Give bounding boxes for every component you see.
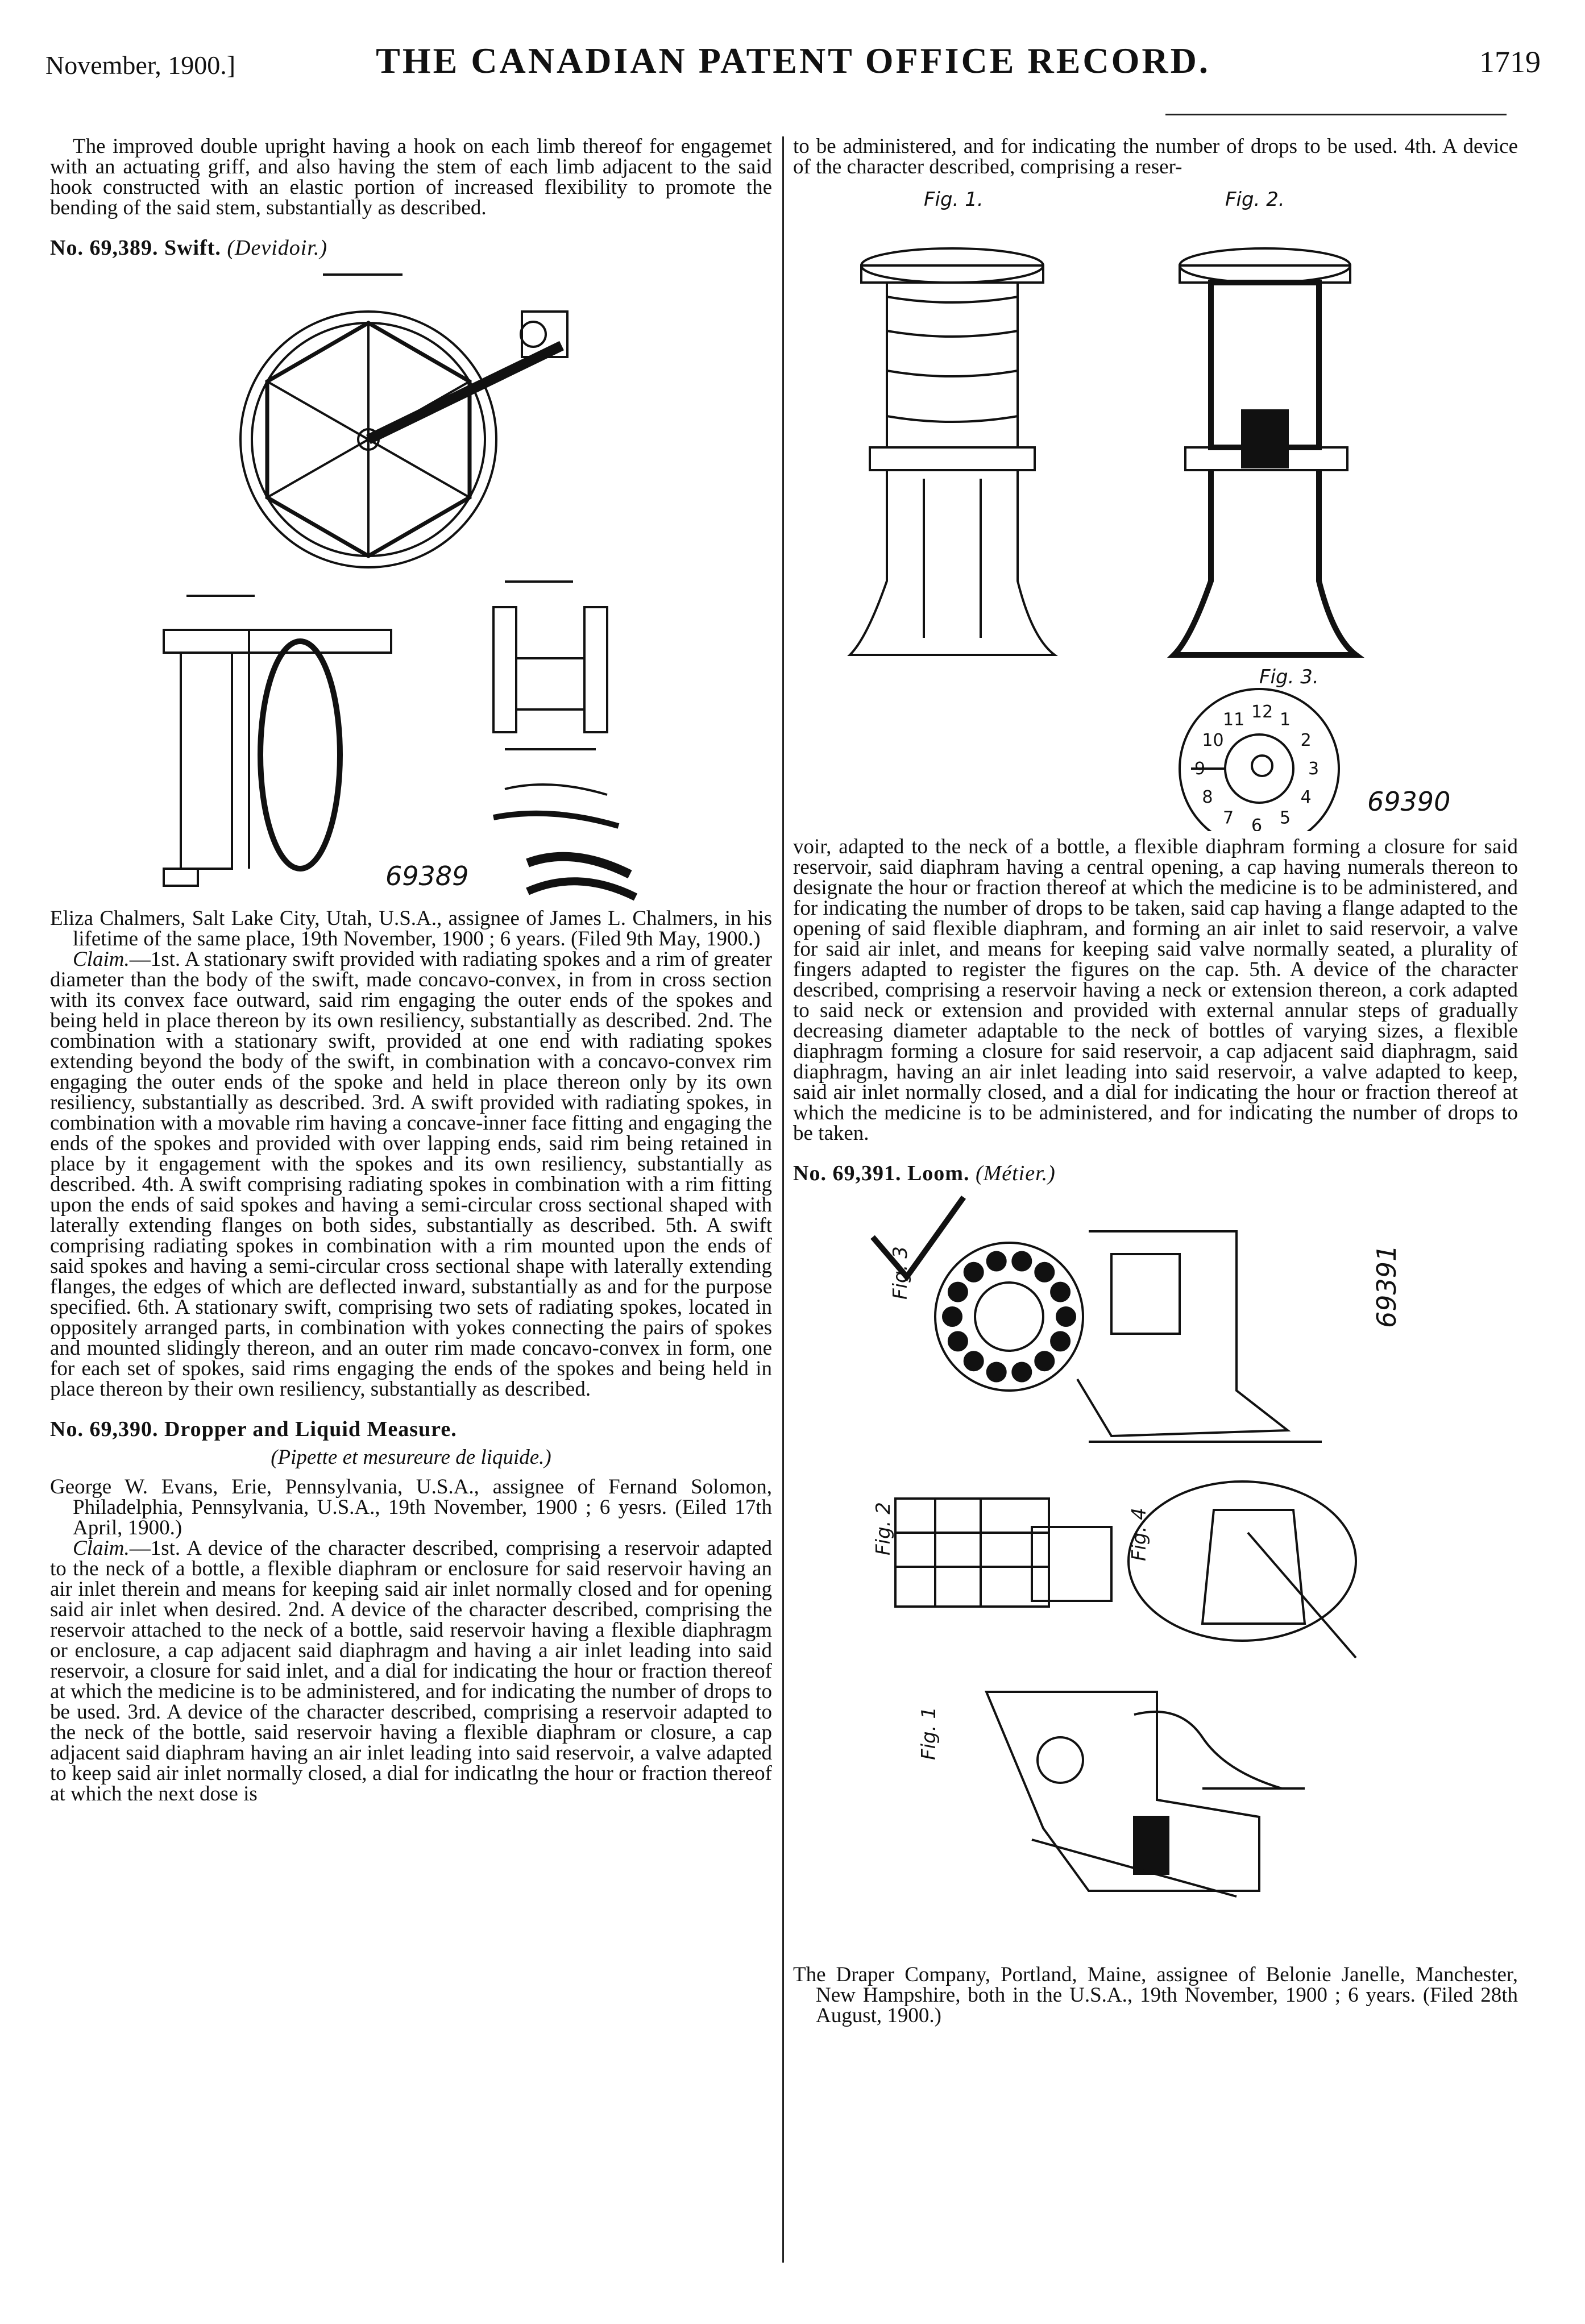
dial-number: 9 xyxy=(1194,759,1206,779)
figure-number: 69391 xyxy=(1371,1244,1402,1328)
entry-name: Dropper and Liquid Measure. xyxy=(164,1417,457,1441)
fig-label: Fig. 2 xyxy=(872,1502,895,1555)
chain-roll xyxy=(1013,1363,1031,1381)
dial-number: 11 xyxy=(1223,709,1245,730)
figure-number: 69389 xyxy=(385,861,469,891)
chain-roll xyxy=(1057,1308,1075,1326)
figure-number: 69390 xyxy=(1367,786,1451,817)
loom-pattern-chain xyxy=(943,1252,1075,1381)
column-divider xyxy=(782,136,784,2263)
intro-paragraph: The improved double upright having a hook on each limb thereof for engagemet with an actuating griff, and also having the stem of each limb adjacent to the said hook constructed with an elastic portion of increased flexibility to promote the bending of the said stem, substantially as described. xyxy=(50,135,772,219)
continued-claim: voir, adapted to the neck of a bottle, a flexible diaphram forming a closure for said reservoir, said diaphram having a central opening, a cap having numerals thereon to designate the hour or fraction thereof at which the medicine is to be administered, and for indicating the number of drops to be taken, said cap having a flange adapted to the opening of said flexible diaphram, and forming an air inlet to said reservoir, a valve for said air inlet, and means for keeping said valve normally seated, a plurality of fingers adapted to register the figures on the cap. 5th. A device of the character described, comprising a reservoir having a neck or extension thereon, a cork adapted to said neck or extension and provided with external annular steps of gradually decreasing diameter adaptable to the neck of bottles of varying sizes, a flexible diaphragm forming a closure for said reservoir, a cap adjacent said diaphragm, said diaphragm, having an air inlet leading into said reservoir, a valve adapted to keep, said air inlet normally closed, and a dial for indicating the hour or fraction thereof at which the medicine is to be administered, and for indicating the number of drops to be taken. xyxy=(793,835,1518,1145)
dial-number: 10 xyxy=(1202,731,1224,750)
assignee-69390: George W. Evans, Erie, Pennsylvania, U.S.A., assignee of Fernand Solomon, Philadelphia, Pennsylvania, U.S.A., 19th November, 1900 ; 6 yesrs. (Eiled 17th April, 1900.) xyxy=(50,1475,772,1539)
claim-label: Claim. xyxy=(73,948,130,971)
entry-number: No. 69,389. xyxy=(50,236,159,260)
dial-number: 2 xyxy=(1300,731,1312,750)
entry-french-name: (Devidoir.) xyxy=(227,236,328,260)
dial-number: 6 xyxy=(1251,816,1263,831)
chain-roll xyxy=(987,1252,1006,1271)
entry-french-name: (Pipette et mesureure de liquide.) xyxy=(271,1446,551,1469)
fig-label: Fig. 4 xyxy=(1128,1508,1151,1561)
dial-number: 8 xyxy=(1202,787,1213,807)
dial-numbers xyxy=(1194,702,1319,831)
dropper-drawing-icon xyxy=(793,183,1518,831)
chain-roll xyxy=(1035,1263,1053,1281)
fig3-label: Fig. 3. xyxy=(1259,666,1319,688)
swift-patent-drawing xyxy=(50,266,772,903)
publication-title: THE CANADIAN PATENT OFFICE RECORD. xyxy=(376,40,1210,81)
chain-roll xyxy=(1013,1252,1031,1271)
dropper-patent-drawing xyxy=(793,183,1518,831)
fig1-label: Fig. 1. xyxy=(924,188,984,211)
right-column xyxy=(793,136,1518,2026)
entry-heading-69390 xyxy=(50,1419,772,1439)
entry-name: Loom. xyxy=(907,1161,970,1185)
dial-number: 1 xyxy=(1280,709,1291,730)
chain-roll xyxy=(987,1363,1006,1381)
entry-number: No. 69,390. xyxy=(50,1417,159,1441)
chain-roll xyxy=(965,1352,983,1370)
assignee-69391: The Draper Company, Portland, Maine, assignee of Belonie Janelle, Manchester, New Hampshire, both in the U.S.A., 19th November, 1900 ; 6 years. (Filed 28th August, 1900.) xyxy=(793,1963,1518,2027)
chain-roll xyxy=(949,1332,967,1350)
assignee-69389: Eliza Chalmers, Salt Lake City, Utah, U.S.A., assignee of James L. Chalmers, in his lifetime of the same place, 19th November, 1900 ; 6 years. (Filed 9th May, 1900.) xyxy=(50,907,772,951)
swift-drawing-icon xyxy=(50,266,772,903)
dial-number: 7 xyxy=(1223,808,1234,828)
dial-number: 4 xyxy=(1300,787,1312,807)
entry-name: Swift. xyxy=(164,236,221,260)
loom-patent-drawing xyxy=(793,1192,1518,1959)
left-column xyxy=(50,136,772,1804)
entry-french-name: (Métier.) xyxy=(975,1161,1056,1185)
page-number: 1719 xyxy=(1479,45,1541,79)
claim-69389 xyxy=(50,949,772,1400)
chain-roll xyxy=(965,1263,983,1281)
claim-text: —1st. A device of the character described, comprising a reservoir adapted to the neck of a bottle, a flexible diaphram or enclosure for said reservoir having an air inlet therein and means for keeping said air inlet normally closed and for opening said air inlet when desired. 2nd. A device of the character described, comprising the reservoir attached to the neck of a bottle, said reservoir having a flexible diaphragm or enclosure, a cap adjacent said diaphragm and having a air inlet leading into said reservoir, a closure for said inlet, and a dial for indicating the hour or fraction thereof at which the medicine is to be administered, and for indicating the number of drops to be used. 3rd. A device of the character described, comprising a reservoir adapted to the neck of the bottle, said reservoir having a flexible diaphram or closure, a cap adjacent said diaphram having an air inlet leading into said reservoir, a valve adapted to keep said air inlet normally closed, a dial for indicatlng the hour or fraction thereof at which the next dose is xyxy=(50,1537,772,1806)
dial-number: 5 xyxy=(1280,808,1291,828)
chain-roll xyxy=(1051,1283,1069,1301)
page-header xyxy=(45,40,1541,91)
fig-label: Fig. 1 xyxy=(918,1707,940,1760)
chain-roll xyxy=(1035,1352,1053,1370)
fig2-label: Fig. 2. xyxy=(1225,188,1285,211)
claim-69390 xyxy=(50,1538,772,1804)
entry-number: No. 69,391. xyxy=(793,1161,902,1185)
chain-roll xyxy=(1051,1332,1069,1350)
header-rule xyxy=(1165,114,1507,115)
fig-label: Fig. 3 xyxy=(889,1246,912,1300)
header-date: November, 1900.] xyxy=(45,51,236,80)
claim-text: —1st. A stationary swift provided with radiating spokes and a rim of greater diameter than the body of the swift, made concavo-convex, in from in cross section with its convex face outward, said rim engaging the outer ends of the spokes and being held in place thereon by its own resiliency, substantially as described. 2nd. The combination with a stationary swift, provided at one end with radiating spokes extending beyond the body of the swift, in combination with a concavo-convex rim engaging the outer ends of the spoke and held in place thereon only by its own resiliency, substantially as described. 3rd. A swift provided with radiating spokes, in combination with a movable rim having a concave-inner face fitting and engaging the ends of the spokes and provided with over lapping ends, said rim being retained in place by it engagement with the spokes and its own resiliency, substantially as described. 4th. A swift comprising radiating spokes in combination with a rim fitting upon the ends of said spokes and having a semi-circular cross sectional shaped with laterally extending flanges on both sides, substantially as described. 5th. A swift comprising radiating spokes in combination with a rim mounted upon the ends of said spokes and having a semi-circular cross sectional shape with laterally extending flanges, the edges of which are deflected inward, substantially as and for the purpose specified. 6th. A stationary swift, comprising two sets of radiating spokes, located in oppositely arranged parts, in combination with yokes connecting the pairs of spokes and mounted slidingly thereon, and an outer rim made concavo-convex in form, one for each set of spokes, said rims engaging the ends of the spokes and being held in place thereon by their own resiliency, substantially as described. xyxy=(50,948,772,1401)
dial-number: 12 xyxy=(1251,702,1273,722)
dial-number: 3 xyxy=(1308,759,1320,779)
continued-paragraph: to be administered, and for indicating the number of drops to be used. 4th. A device of the character described, comprising a reser- xyxy=(793,135,1518,179)
entry-heading-69391 xyxy=(793,1163,1518,1184)
chain-roll xyxy=(943,1308,961,1326)
entry-heading-69389 xyxy=(50,238,772,258)
chain-roll xyxy=(949,1283,967,1301)
claim-label: Claim. xyxy=(73,1537,130,1560)
loom-drawing-icon xyxy=(793,1192,1518,1959)
